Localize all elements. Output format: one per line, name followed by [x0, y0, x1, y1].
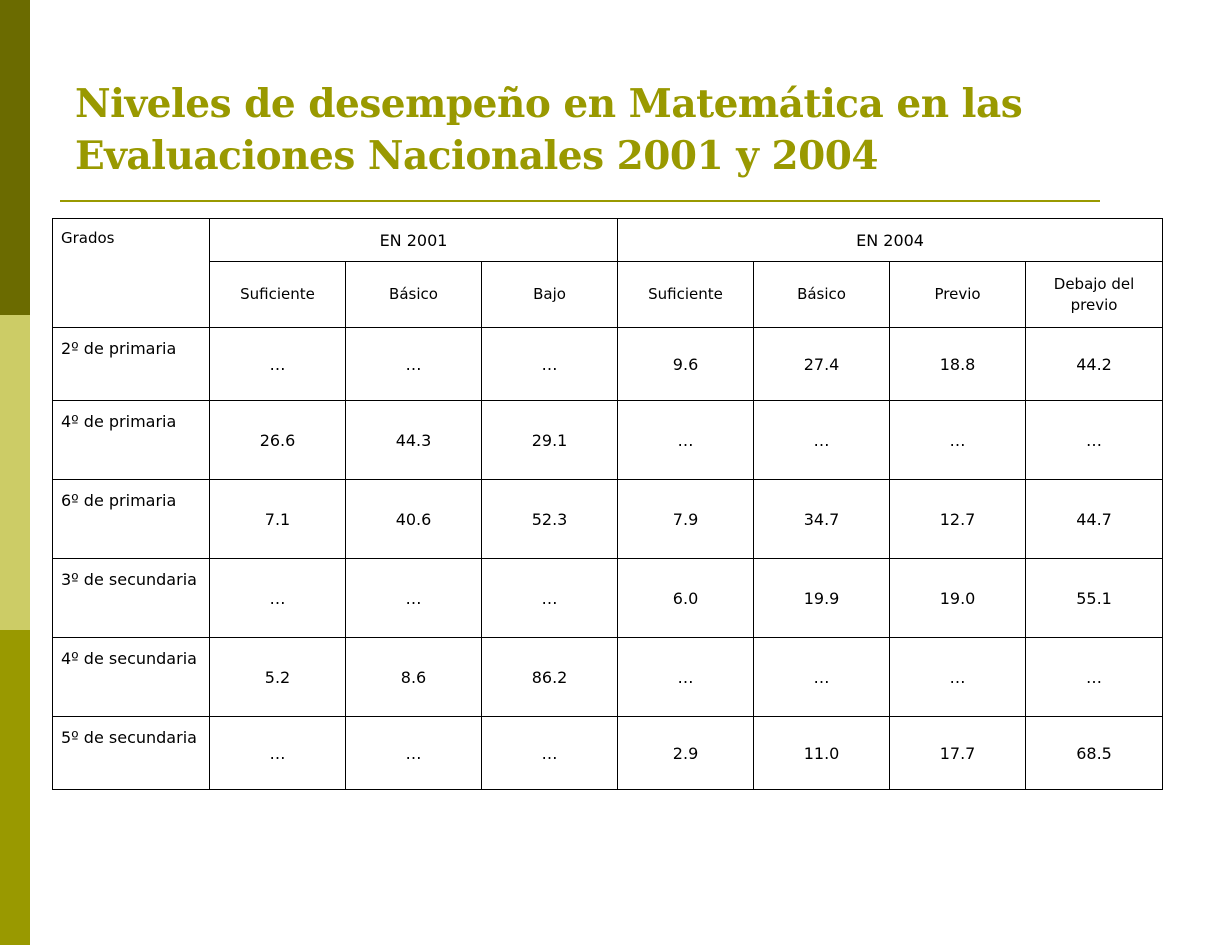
side-bar-top-segment [0, 0, 30, 315]
value-cell: … [482, 328, 618, 401]
value-cell: 55.1 [1026, 559, 1163, 638]
grade-label-cell: 4º de primaria [53, 401, 210, 480]
value-cell: 12.7 [890, 480, 1026, 559]
title-underline-rule [60, 200, 1100, 202]
value-cell: 17.7 [890, 717, 1026, 790]
table-row [53, 638, 1163, 717]
performance-levels-table [52, 218, 1163, 790]
value-cell: 86.2 [482, 638, 618, 717]
value-cell: 2.9 [618, 717, 754, 790]
value-cell: 11.0 [754, 717, 890, 790]
value-cell: 44.7 [1026, 480, 1163, 559]
group-header-en-2004: EN 2004 [618, 219, 1163, 262]
value-cell: 40.6 [346, 480, 482, 559]
level-header: Previo [890, 262, 1026, 328]
level-header: Básico [754, 262, 890, 328]
table-row [53, 401, 1163, 480]
value-cell: 18.8 [890, 328, 1026, 401]
value-cell: 9.6 [618, 328, 754, 401]
value-cell: 5.2 [210, 638, 346, 717]
side-bar-bottom-segment [0, 630, 30, 945]
level-header: Suficiente [618, 262, 754, 328]
grade-label-cell: 2º de primaria [53, 328, 210, 401]
value-cell: 27.4 [754, 328, 890, 401]
value-cell: … [210, 559, 346, 638]
value-cell: 29.1 [482, 401, 618, 480]
value-cell: 44.2 [1026, 328, 1163, 401]
level-header: Bajo [482, 262, 618, 328]
value-cell: 6.0 [618, 559, 754, 638]
value-cell: … [346, 328, 482, 401]
table-row [53, 559, 1163, 638]
decorative-side-bar [0, 0, 30, 945]
value-cell: … [890, 638, 1026, 717]
value-cell: 7.1 [210, 480, 346, 559]
slide-title [75, 78, 1125, 182]
value-cell: 19.0 [890, 559, 1026, 638]
value-cell: … [1026, 638, 1163, 717]
value-cell: … [482, 559, 618, 638]
value-cell: … [346, 559, 482, 638]
grade-label-cell: 5º de secundaria [53, 717, 210, 790]
grade-label-cell: 6º de primaria [53, 480, 210, 559]
value-cell: … [754, 401, 890, 480]
value-cell: … [1026, 401, 1163, 480]
level-header: Debajo del previo [1026, 262, 1163, 328]
side-bar-middle-segment [0, 315, 30, 630]
value-cell: … [754, 638, 890, 717]
table-header-row-groups [53, 219, 1163, 262]
value-cell: 44.3 [346, 401, 482, 480]
slide-title-line-1: Niveles de desempeño en Matemática en las [75, 81, 1023, 127]
value-cell: … [618, 401, 754, 480]
grade-label-cell: 3º de secundaria [53, 559, 210, 638]
value-cell: 19.9 [754, 559, 890, 638]
value-cell: … [618, 638, 754, 717]
value-cell: 7.9 [618, 480, 754, 559]
value-cell: 26.6 [210, 401, 346, 480]
grade-label-cell: 4º de secundaria [53, 638, 210, 717]
slide-title-line-2: Evaluaciones Nacionales 2001 y 2004 [75, 133, 879, 179]
table-row [53, 328, 1163, 401]
value-cell: … [482, 717, 618, 790]
value-cell: 68.5 [1026, 717, 1163, 790]
value-cell: 52.3 [482, 480, 618, 559]
value-cell: 8.6 [346, 638, 482, 717]
grade-column-header: Grados [53, 219, 210, 328]
table-row [53, 480, 1163, 559]
value-cell: … [346, 717, 482, 790]
value-cell: … [890, 401, 1026, 480]
level-header: Suficiente [210, 262, 346, 328]
value-cell: … [210, 328, 346, 401]
table-header-row-levels [53, 262, 1163, 328]
level-header: Básico [346, 262, 482, 328]
table-row [53, 717, 1163, 790]
value-cell: … [210, 717, 346, 790]
value-cell: 34.7 [754, 480, 890, 559]
group-header-en-2001: EN 2001 [210, 219, 618, 262]
